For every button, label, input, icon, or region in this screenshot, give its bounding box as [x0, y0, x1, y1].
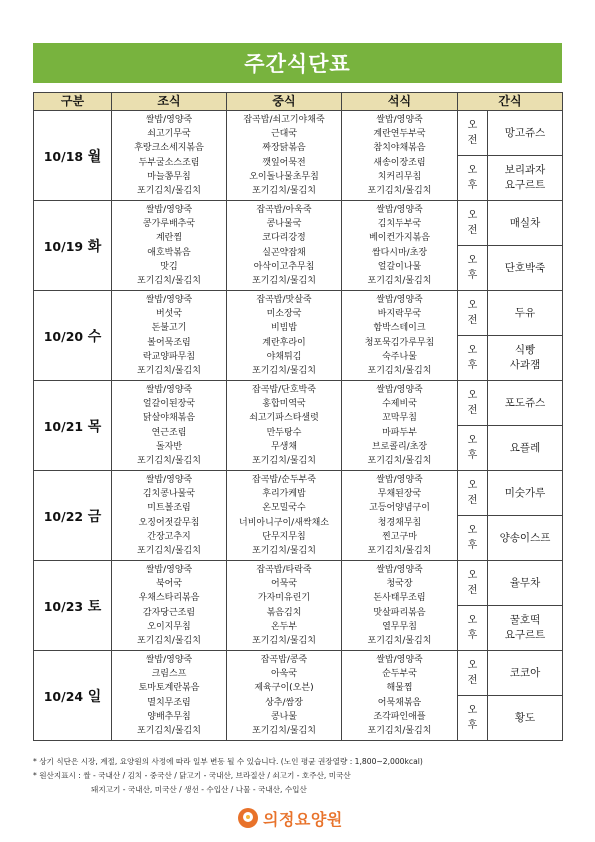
menu-item: 김치두부국 — [377, 218, 422, 229]
time-char: 오 — [467, 300, 478, 311]
table-row — [34, 381, 563, 426]
date-cell — [34, 291, 112, 381]
lunch-cell — [227, 381, 342, 471]
menu-item: 포기김치/물김치 — [367, 276, 432, 287]
time-label-pm — [458, 696, 488, 741]
menu-item: 제육구이(오븐) — [254, 683, 314, 694]
snack-item: 단호박죽 — [504, 261, 546, 274]
menu-item: 야채튀김 — [266, 351, 302, 362]
menu-item: 새송이장조림 — [373, 157, 426, 168]
menu-item: 짜장닭볶음 — [262, 143, 306, 154]
menu-item: 우채스타리볶음 — [138, 593, 200, 604]
menu-item: 오이돌나물초무침 — [249, 171, 319, 182]
menu-item: 포기김치/물김치 — [252, 456, 316, 467]
header-dinner: 석식 — [342, 93, 458, 111]
menu-item: 포기김치/물김치 — [137, 366, 201, 377]
snack-item: 율무차 — [509, 576, 541, 589]
table-row — [34, 561, 563, 606]
snack-item: 황도 — [514, 711, 536, 724]
menu-item: 단무지무침 — [262, 531, 306, 542]
menu-item: 포기김치/물김치 — [367, 636, 432, 647]
menu-item: 아욱국 — [270, 668, 298, 679]
menu-item: 후랑크소세지볶음 — [134, 143, 204, 154]
snack-cell-pm — [488, 516, 563, 561]
snack-cell-pm — [488, 336, 563, 381]
menu-item: 아삭이고추무침 — [253, 261, 315, 272]
menu-item: 쇠고기파스타샐럿 — [249, 413, 319, 424]
menu-item: 콩가루배추국 — [142, 218, 196, 229]
menu-item: 마파두부 — [382, 427, 417, 438]
time-char: 전 — [467, 135, 478, 146]
lunch-cell — [227, 561, 342, 651]
menu-item: 잡곡밥/단호박죽 — [252, 384, 316, 395]
menu-item: 순두부국 — [382, 668, 417, 679]
menu-item: 닭살야채볶음 — [142, 413, 196, 424]
menu-title: 주간식단표 — [33, 43, 562, 83]
menu-item: 찐고구마 — [382, 531, 417, 542]
menu-item: 수제비국 — [382, 398, 417, 409]
menu-item: 쌀밥/영양죽 — [376, 384, 423, 395]
menu-item: 어묵국 — [270, 578, 298, 589]
snack-item: 망고쥬스 — [504, 126, 546, 139]
lunch-cell — [227, 291, 342, 381]
menu-item: 잡곡밥/아욱죽 — [256, 204, 312, 215]
menu-item: 베이컨가지볶음 — [369, 233, 430, 244]
menu-item: 포기김치/물김치 — [252, 546, 316, 557]
date-cell — [34, 201, 112, 291]
menu-item: 크림스프 — [151, 668, 187, 679]
menu-item: 애호박볶음 — [147, 247, 191, 258]
menu-item: 쌀밥/영양죽 — [376, 564, 423, 575]
menu-item: 연근조림 — [151, 427, 187, 438]
menu-item: 포기김치/물김치 — [367, 546, 432, 557]
menu-item: 쌀밥/영양죽 — [145, 564, 193, 575]
snack-cell-am — [488, 201, 563, 246]
menu-item: 쌈다시마/초장 — [371, 247, 428, 258]
time-char: 후 — [467, 270, 478, 281]
time-char: 후 — [467, 180, 478, 191]
time-char: 후 — [467, 360, 478, 371]
menu-item: 숙주나물 — [382, 351, 417, 362]
menu-item: 포기김치/물김치 — [137, 726, 201, 737]
time-char: 오 — [467, 525, 478, 536]
menu-item: 계란후라이 — [262, 337, 306, 348]
menu-item: 포기김치/물김치 — [137, 546, 201, 557]
menu-item: 버섯국 — [155, 308, 183, 319]
snack-item: 식빵 — [514, 344, 536, 356]
time-char: 후 — [467, 450, 478, 461]
date-label: 10/18 — [43, 148, 84, 164]
menu-item: 바지락무국 — [377, 308, 422, 319]
menu-item: 포기김치/물김치 — [137, 456, 201, 467]
menu-item: 잡곡밥/콩죽 — [260, 654, 308, 665]
date-cell — [34, 561, 112, 651]
snack-cell-am — [488, 111, 563, 156]
dinner-cell — [342, 201, 458, 291]
snack-cell-am — [488, 561, 563, 606]
time-char: 오 — [467, 390, 478, 401]
lunch-cell — [227, 651, 342, 741]
snack-cell-am — [488, 651, 563, 696]
menu-item: 양배추무침 — [147, 711, 191, 722]
snack-item: 양송이스프 — [499, 531, 551, 544]
menu-item: 얼갈이나물 — [377, 261, 422, 272]
menu-item: 돈불고기 — [151, 323, 187, 334]
menu-item: 쌀밥/영양죽 — [376, 114, 423, 125]
time-char: 오 — [467, 345, 478, 356]
menu-item: 볼어묵조림 — [147, 337, 191, 348]
weekday-label: 화 — [87, 238, 102, 255]
menu-item: 포기김치/물김치 — [137, 186, 201, 197]
lunch-cell — [227, 201, 342, 291]
time-char: 오 — [467, 210, 478, 221]
breakfast-cell — [112, 291, 227, 381]
time-label-pm — [458, 606, 488, 651]
dinner-cell — [342, 111, 458, 201]
time-char: 오 — [467, 165, 478, 176]
menu-item: 근대국 — [270, 128, 298, 139]
table-row — [34, 291, 563, 336]
weekday-label: 토 — [87, 598, 102, 615]
date-label: 10/20 — [43, 328, 84, 344]
menu-item: 쇠고기무국 — [147, 128, 191, 139]
date-cell — [34, 111, 112, 201]
time-char: 오 — [467, 705, 478, 716]
snack-item: 꿀호떡 — [509, 614, 541, 626]
snack-cell-am — [488, 381, 563, 426]
snack-cell-pm — [488, 156, 563, 201]
note-line: * 상기 식단은 시장, 계절, 요양원의 사정에 따라 일부 변동 될 수 있습니다. (노인 평균 권장열량 : 1,800~2,000kcal) — [33, 757, 423, 766]
menu-item: 포기김치/물김치 — [252, 366, 316, 377]
time-label-am — [458, 111, 488, 156]
menu-item: 가자미유린기 — [257, 593, 311, 604]
menu-item: 볶음김치 — [266, 607, 302, 618]
menu-item: 돌자반 — [155, 441, 183, 452]
menu-item: 청경채무침 — [377, 517, 422, 528]
menu-item: 얼갈이된장국 — [142, 398, 196, 409]
menu-item: 마늘쫑무침 — [147, 171, 191, 182]
menu-item: 북어국 — [155, 578, 183, 589]
menu-item: 온두부 — [270, 621, 298, 632]
snack-item: 보리과자 — [504, 164, 546, 176]
menu-item: 간장고추지 — [147, 531, 191, 542]
time-char: 오 — [467, 435, 478, 446]
menu-item: 오징어젓갈무침 — [138, 517, 200, 528]
menu-item: 락교양파무침 — [142, 351, 196, 362]
weekday-label: 목 — [87, 418, 102, 435]
dinner-cell — [342, 561, 458, 651]
header-snack: 간식 — [458, 93, 563, 111]
menu-item: 쌀밥/영양죽 — [145, 654, 193, 665]
time-label-pm — [458, 246, 488, 291]
date-label: 10/19 — [43, 238, 84, 254]
lunch-cell — [227, 111, 342, 201]
menu-item: 잡곡밥/타락죽 — [256, 564, 312, 575]
snack-item: 매실차 — [509, 216, 541, 229]
menu-item: 청국장 — [386, 578, 413, 589]
menu-item: 어묵채볶음 — [377, 697, 422, 708]
date-label: 10/22 — [43, 508, 84, 524]
menu-item: 치커리무침 — [377, 171, 422, 182]
time-label-pm — [458, 156, 488, 201]
menu-item: 쌀밥/영양죽 — [376, 204, 423, 215]
menu-item: 쌀밥/영양죽 — [145, 474, 193, 485]
table-row — [34, 651, 563, 696]
facility-logo — [238, 805, 343, 831]
date-label: 10/23 — [43, 598, 84, 614]
time-label-am — [458, 381, 488, 426]
breakfast-cell — [112, 111, 227, 201]
menu-item: 포기김치/물김치 — [137, 636, 201, 647]
dinner-cell — [342, 471, 458, 561]
weekly-menu-table — [33, 92, 563, 741]
menu-item: 무생채 — [270, 441, 298, 452]
snack-cell-pm — [488, 246, 563, 291]
menu-item: 계란찜 — [155, 233, 183, 244]
time-char: 전 — [467, 675, 478, 686]
time-label-am — [458, 291, 488, 336]
time-label-am — [458, 201, 488, 246]
menu-item: 열무무침 — [382, 621, 417, 632]
time-label-am — [458, 561, 488, 606]
menu-item: 포기김치/물김치 — [252, 186, 316, 197]
lunch-cell — [227, 471, 342, 561]
time-char: 오 — [467, 255, 478, 266]
menu-item: 멸치무조림 — [147, 697, 191, 708]
menu-item: 포기김치/물김치 — [252, 726, 316, 737]
menu-item: 조각파인애플 — [373, 711, 426, 722]
time-char: 오 — [467, 615, 478, 626]
time-char: 오 — [467, 120, 478, 131]
time-label-pm — [458, 426, 488, 471]
date-cell — [34, 381, 112, 471]
header-category: 구분 — [34, 93, 112, 111]
table-row — [34, 201, 563, 246]
menu-item: 포기김치/물김치 — [367, 366, 432, 377]
menu-item: 함박스테이크 — [373, 323, 426, 334]
breakfast-cell — [112, 651, 227, 741]
menu-item: 콩나물 — [270, 711, 298, 722]
time-char: 전 — [467, 225, 478, 236]
time-char: 오 — [467, 660, 478, 671]
menu-item: 온모밀국수 — [262, 503, 306, 514]
weekday-label: 금 — [87, 508, 102, 525]
menu-item: 포기김치/물김치 — [252, 636, 316, 647]
menu-item: 콩나물국 — [266, 218, 302, 229]
time-label-am — [458, 471, 488, 516]
date-cell — [34, 651, 112, 741]
menu-item: 쌀밥/영양죽 — [145, 204, 193, 215]
time-char: 오 — [467, 480, 478, 491]
menu-item: 김치콩나물국 — [142, 488, 196, 499]
time-char: 전 — [467, 315, 478, 326]
weekday-label: 일 — [87, 688, 102, 705]
snack-item: 요플레 — [509, 441, 541, 454]
menu-item: 포기김치/물김치 — [367, 726, 432, 737]
menu-item: 쌀밥/영양죽 — [145, 384, 193, 395]
menu-item: 감자당근조림 — [142, 607, 196, 618]
menu-item: 브로콜리/초장 — [371, 441, 428, 452]
facility-name: 의정요양원 — [263, 809, 343, 829]
snack-item: 요구르트 — [504, 179, 546, 191]
time-label-pm — [458, 516, 488, 561]
menu-item: 무채된장국 — [377, 488, 422, 499]
menu-item: 계란연두부국 — [373, 128, 426, 139]
time-char: 후 — [467, 540, 478, 551]
menu-item: 꼬막무침 — [382, 413, 417, 424]
snack-item: 코코아 — [509, 666, 541, 679]
menu-item: 쌀밥/영양죽 — [376, 474, 423, 485]
menu-item: 맛김 — [160, 261, 178, 272]
date-label: 10/24 — [43, 688, 84, 704]
snack-item: 포도쥬스 — [504, 396, 546, 409]
menu-item: 포기김치/물김치 — [252, 276, 316, 287]
menu-item: 미소장국 — [266, 308, 302, 319]
time-char: 후 — [467, 720, 478, 731]
weekday-label: 월 — [87, 148, 102, 165]
snack-cell-pm — [488, 606, 563, 651]
menu-item: 맛살파리볶음 — [373, 607, 426, 618]
snack-item: 두유 — [514, 306, 536, 319]
menu-item: 포기김치/물김치 — [137, 276, 201, 287]
note-line: * 원산지표시 : 쌀 - 국내산 / 김치 - 중국산 / 닭고기 - 국내산, 브라질산 / 쇠고기 - 호주산, 미국산 — [33, 771, 351, 780]
snack-item: 미숫가루 — [504, 486, 546, 499]
menu-item: 너비아니구이/새싹채소 — [239, 517, 329, 528]
table-row — [34, 471, 563, 516]
time-label-pm — [458, 336, 488, 381]
snack-item: 요구르트 — [504, 629, 546, 641]
menu-item: 비빔밥 — [270, 323, 298, 334]
header-lunch: 중식 — [227, 93, 342, 111]
breakfast-cell — [112, 561, 227, 651]
menu-item: 실곤약잡채 — [262, 247, 306, 258]
time-char: 오 — [467, 570, 478, 581]
menu-item: 잡곡밥/쇠고기야채죽 — [243, 114, 325, 125]
menu-item: 포기김치/물김치 — [367, 456, 432, 467]
table-header-row — [34, 93, 563, 111]
menu-item: 잡곡밥/순두부죽 — [252, 474, 316, 485]
date-label: 10/21 — [43, 418, 84, 434]
menu-item: 미트볼조림 — [147, 503, 191, 514]
menu-item: 상추/쌈장 — [265, 697, 303, 708]
dinner-cell — [342, 651, 458, 741]
menu-item: 깻잎어묵전 — [262, 157, 306, 168]
time-char: 전 — [467, 585, 478, 596]
notes — [33, 755, 563, 797]
snack-cell-am — [488, 471, 563, 516]
menu-item: 고등어양념구이 — [369, 503, 430, 514]
menu-item: 포기김치/물김치 — [367, 186, 432, 197]
menu-item: 청포묵김가루무침 — [364, 337, 435, 348]
menu-item: 돈사태무조림 — [373, 593, 426, 604]
menu-item: 후리가케밥 — [262, 488, 306, 499]
note-line: 돼지고기 - 국내산, 미국산 / 생선 - 수입산 / 나물 - 국내산, 수입산 — [91, 785, 307, 794]
snack-item: 사과잼 — [509, 359, 541, 371]
menu-item: 토마토계란볶음 — [138, 683, 200, 694]
time-char: 전 — [467, 495, 478, 506]
time-label-am — [458, 651, 488, 696]
table-row — [34, 111, 563, 156]
menu-item: 쌀밥/영양죽 — [145, 114, 193, 125]
time-char: 후 — [467, 630, 478, 641]
menu-item: 두부굴소스조림 — [138, 157, 200, 168]
dinner-cell — [342, 381, 458, 471]
weekday-label: 수 — [87, 328, 102, 345]
menu-item: 코다리강정 — [262, 233, 306, 244]
menu-item: 쌀밥/영양죽 — [145, 294, 193, 305]
facility-logo-icon — [238, 808, 258, 828]
menu-item: 쌀밥/영양죽 — [376, 294, 423, 305]
dinner-cell — [342, 291, 458, 381]
menu-item: 잡곡밥/맛살죽 — [256, 294, 312, 305]
snack-cell-am — [488, 291, 563, 336]
menu-item: 쌀밥/영양죽 — [376, 654, 423, 665]
breakfast-cell — [112, 471, 227, 561]
menu-item: 만두탕수 — [266, 427, 302, 438]
time-char: 전 — [467, 405, 478, 416]
header-breakfast: 조식 — [112, 93, 227, 111]
date-cell — [34, 471, 112, 561]
menu-item: 해물찜 — [386, 683, 413, 694]
breakfast-cell — [112, 201, 227, 291]
menu-item: 홍합미역국 — [262, 398, 306, 409]
menu-item: 오이지무침 — [147, 621, 191, 632]
menu-item: 참치야채볶음 — [373, 143, 426, 154]
breakfast-cell — [112, 381, 227, 471]
snack-cell-pm — [488, 426, 563, 471]
snack-cell-pm — [488, 696, 563, 741]
